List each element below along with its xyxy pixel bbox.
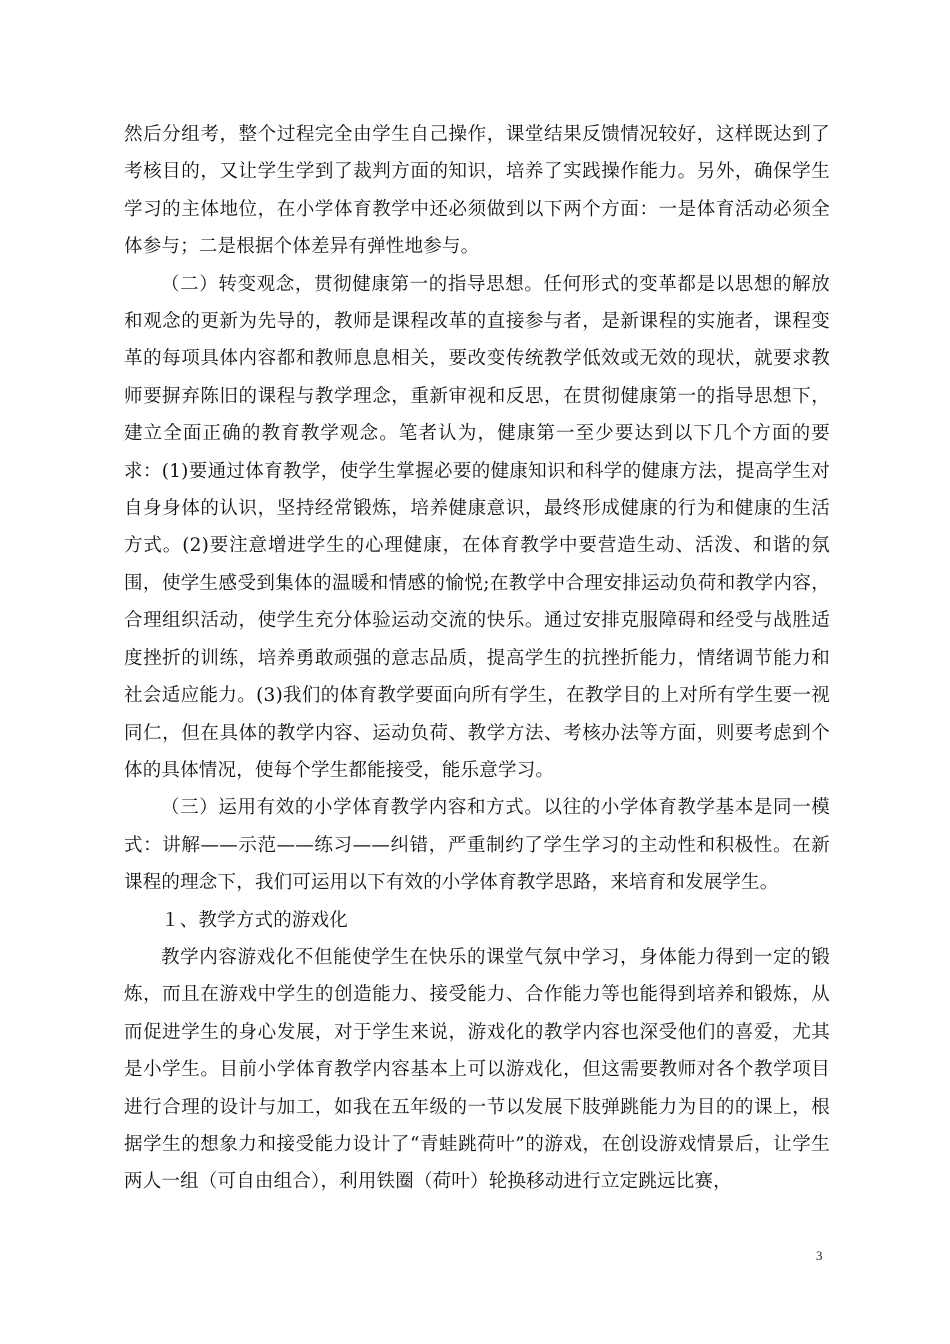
page-number: 3 — [816, 1248, 823, 1263]
section-heading-gamification: １、教学方式的游戏化 — [161, 909, 349, 931]
paragraph-gamification: 教学内容游戏化不但能使学生在快乐的课堂气氛中学习，身体能力得到一定的锻炼，而且在游戏中学生的创造能力、接受能力、合作能力等也能得到培养和锻炼，从而促进学生的身心发展，对于学生来说，游戏化的教学内容也深受他们的喜爱，尤其是小学生。目前小学体育教学内容基本上可以游戏化，但这需要教师对各个教学项目进行合理的设计与加工，如我在五年级的一节以发展下肢弹跳能力为目的的课上，根据学生的想象力和接受能力设计了“青蛙跳荷叶”的游戏，在创设游戏情景后，让学生两人一组（可自由组合），利用铁圈（荷叶）轮换移动进行立定跳远比赛， — [124, 946, 830, 1193]
paragraph-teaching-methods: （三）运用有效的小学体育教学内容和方式。以往的小学体育教学基本是同一模式：讲解——示范——练习——纠错，严重制约了学生学习的主动性和积极性。在新课程的理念下，我们可运用以下有效的小学体育教学思路，来培育和发展学生。 — [124, 797, 830, 894]
paragraph-continuation: 然后分组考，整个过程完全由学生自己操作，课堂结果反馈情况较好，这样既达到了考核目的，又让学生学到了裁判方面的知识，培养了实践操作能力。另外，确保学生学习的主体地位，在小学体育教学中还必须做到以下两个方面：一是体育活动必须全体参与；二是根据个体差异有弹性地参与。 — [124, 124, 830, 258]
body-text — [124, 116, 830, 1201]
paragraph-health-first: （二）转变观念，贯彻健康第一的指导思想。任何形式的变革都是以思想的解放和观念的更新为先导的，教师是课程改革的直接参与者，是新课程的实施者，课程变革的每项具体内容都和教师息息相关，要改变传统教学低效或无效的现状，就要求教师要摒弃陈旧的课程与教学理念，重新审视和反思，在贯彻健康第一的指导思想下，建立全面正确的教育教学观念。笔者认为，健康第一至少要达到以下几个方面的要求：(1)要通过体育教学，使学生掌握必要的健康知识和科学的健康方法，提高学生对自身身体的认识，坚持经常锻炼，培养健康意识，最终形成健康的行为和健康的生活方式。(2)要注意增进学生的心理健康，在体育教学中要营造生动、活泼、和谐的氛围，使学生感受到集体的温暖和情感的愉悦;在教学中合理安排运动负荷和教学内容，合理组织活动，使学生充分体验运动交流的快乐。通过安排克服障碍和经受与战胜适度挫折的训练，培养勇敢顽强的意志品质，提高学生的抗挫折能力，情绪调节能力和社会适应能力。(3)我们的体育教学要面向所有学生，在教学目的上对所有学生要一视同仁，但在具体的教学内容、运动负荷、教学方法、考核办法等方面，则要考虑到个体的具体情况，使每个学生都能接受，能乐意学习。 — [124, 273, 830, 781]
